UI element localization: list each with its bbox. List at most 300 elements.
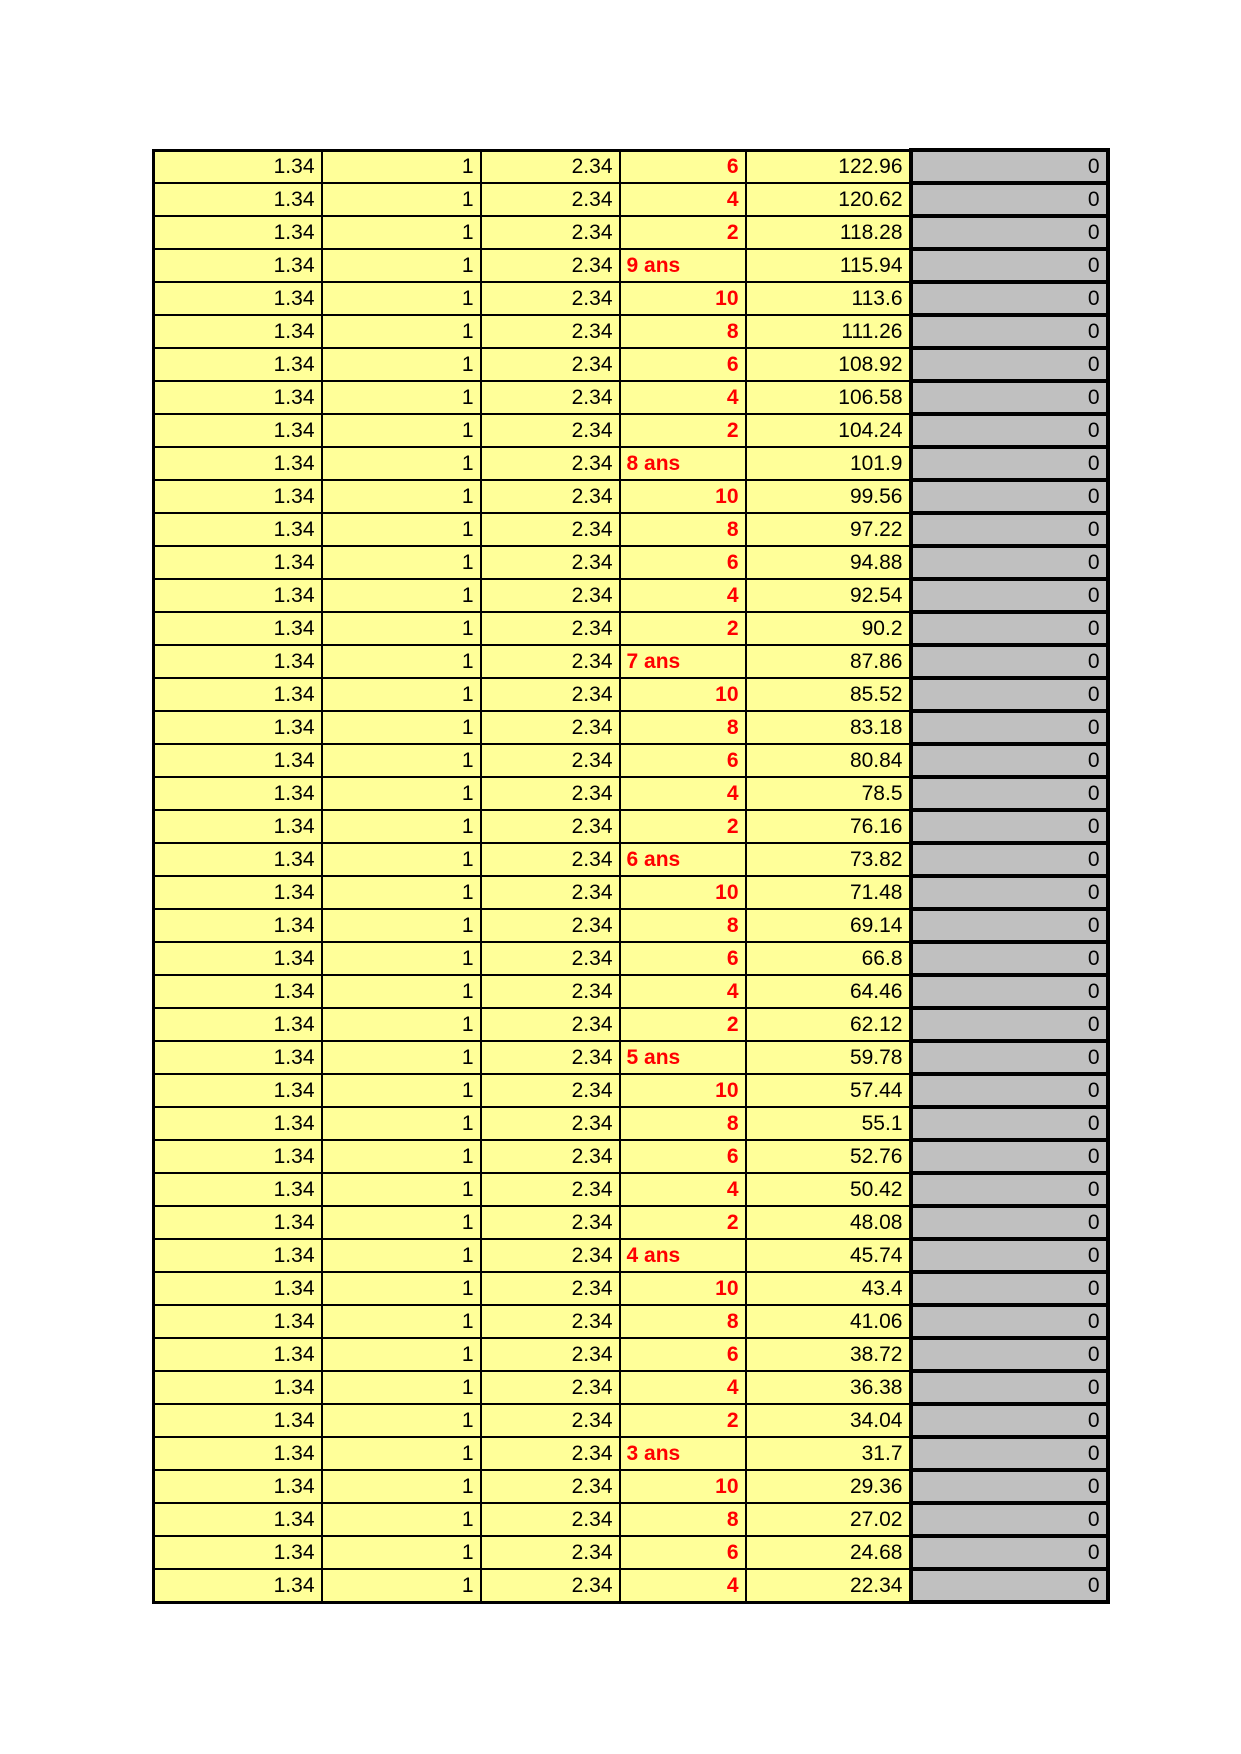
table-cell-c1: 1.34 — [154, 249, 322, 282]
table-cell-c4: 2 — [620, 612, 746, 645]
table-cell-c4: 4 — [620, 1371, 746, 1404]
table-cell-c3: 2.34 — [481, 381, 620, 414]
table-cell-c3: 2.34 — [481, 348, 620, 381]
table-cell-c2: 1 — [322, 1140, 481, 1173]
table-cell-c5: 94.88 — [746, 546, 911, 579]
table-cell-c5: 66.8 — [746, 942, 911, 975]
table-cell-c6: 0 — [911, 579, 1108, 612]
table-cell-c3: 2.34 — [481, 414, 620, 447]
table-cell-c2: 1 — [322, 645, 481, 678]
table-row — [154, 1107, 1108, 1140]
table-cell-c3: 2.34 — [481, 1470, 620, 1503]
table-cell-c4: 8 — [620, 1503, 746, 1536]
table-cell-c3: 2.34 — [481, 909, 620, 942]
table-cell-c2: 1 — [322, 150, 481, 183]
table-row — [154, 1503, 1108, 1536]
table-cell-c1: 1.34 — [154, 513, 322, 546]
table-row — [154, 645, 1108, 678]
table-cell-c4: 10 — [620, 876, 746, 909]
table-row — [154, 1140, 1108, 1173]
table-cell-c2: 1 — [322, 513, 481, 546]
table-cell-c4: 8 — [620, 513, 746, 546]
table-cell-c2: 1 — [322, 876, 481, 909]
table-row — [154, 579, 1108, 612]
table-cell-c4: 4 ans — [620, 1239, 746, 1272]
table-cell-c3: 2.34 — [481, 744, 620, 777]
table-cell-c3: 2.34 — [481, 282, 620, 315]
table-cell-c5: 43.4 — [746, 1272, 911, 1305]
table-row — [154, 843, 1108, 876]
table-cell-c2: 1 — [322, 480, 481, 513]
table-cell-c4: 10 — [620, 480, 746, 513]
table-cell-c4: 7 ans — [620, 645, 746, 678]
table-row — [154, 1173, 1108, 1206]
table-cell-c1: 1.34 — [154, 744, 322, 777]
table-cell-c3: 2.34 — [481, 612, 620, 645]
table-cell-c2: 1 — [322, 1503, 481, 1536]
table-cell-c5: 83.18 — [746, 711, 911, 744]
table-row — [154, 315, 1108, 348]
table-row — [154, 1305, 1108, 1338]
table-cell-c4: 4 — [620, 1173, 746, 1206]
table-cell-c1: 1.34 — [154, 1371, 322, 1404]
table-cell-c6: 0 — [911, 975, 1108, 1008]
table-row — [154, 1206, 1108, 1239]
table-body — [154, 150, 1108, 1602]
table-cell-c5: 41.06 — [746, 1305, 911, 1338]
table-cell-c1: 1.34 — [154, 612, 322, 645]
table-cell-c5: 59.78 — [746, 1041, 911, 1074]
table-cell-c3: 2.34 — [481, 150, 620, 183]
table-cell-c4: 8 — [620, 315, 746, 348]
table-row — [154, 975, 1108, 1008]
table-cell-c5: 48.08 — [746, 1206, 911, 1239]
table-cell-c1: 1.34 — [154, 315, 322, 348]
table-cell-c2: 1 — [322, 1305, 481, 1338]
table-cell-c6: 0 — [911, 183, 1108, 216]
table-cell-c6: 0 — [911, 678, 1108, 711]
table-cell-c1: 1.34 — [154, 810, 322, 843]
table-cell-c2: 1 — [322, 612, 481, 645]
table-cell-c5: 99.56 — [746, 480, 911, 513]
table-cell-c5: 113.6 — [746, 282, 911, 315]
table-cell-c5: 62.12 — [746, 1008, 911, 1041]
table-cell-c4: 6 — [620, 744, 746, 777]
table-cell-c2: 1 — [322, 1569, 481, 1602]
table-cell-c4: 8 — [620, 1305, 746, 1338]
table-cell-c5: 22.34 — [746, 1569, 911, 1602]
table-cell-c6: 0 — [911, 711, 1108, 744]
table-cell-c4: 8 ans — [620, 447, 746, 480]
table-cell-c1: 1.34 — [154, 909, 322, 942]
table-cell-c5: 87.86 — [746, 645, 911, 678]
table-cell-c3: 2.34 — [481, 480, 620, 513]
table-cell-c6: 0 — [911, 1173, 1108, 1206]
table-row — [154, 909, 1108, 942]
table-cell-c5: 57.44 — [746, 1074, 911, 1107]
table-cell-c1: 1.34 — [154, 1239, 322, 1272]
table-cell-c4: 5 ans — [620, 1041, 746, 1074]
table-cell-c4: 8 — [620, 711, 746, 744]
table-cell-c2: 1 — [322, 843, 481, 876]
table-cell-c1: 1.34 — [154, 546, 322, 579]
table-cell-c4: 10 — [620, 1272, 746, 1305]
table-cell-c6: 0 — [911, 1536, 1108, 1569]
table-cell-c3: 2.34 — [481, 1008, 620, 1041]
table-cell-c3: 2.34 — [481, 249, 620, 282]
table-cell-c3: 2.34 — [481, 546, 620, 579]
table-row — [154, 249, 1108, 282]
table-cell-c1: 1.34 — [154, 843, 322, 876]
table-cell-c4: 2 — [620, 216, 746, 249]
table-cell-c2: 1 — [322, 249, 481, 282]
table-row — [154, 216, 1108, 249]
table-cell-c6: 0 — [911, 513, 1108, 546]
table-cell-c4: 2 — [620, 1008, 746, 1041]
table-cell-c4: 9 ans — [620, 249, 746, 282]
table-cell-c5: 92.54 — [746, 579, 911, 612]
table-cell-c6: 0 — [911, 612, 1108, 645]
table-cell-c3: 2.34 — [481, 1536, 620, 1569]
table-cell-c1: 1.34 — [154, 414, 322, 447]
table-row — [154, 282, 1108, 315]
table-cell-c6: 0 — [911, 645, 1108, 678]
table-cell-c4: 10 — [620, 1074, 746, 1107]
table-cell-c4: 6 — [620, 1338, 746, 1371]
table-cell-c1: 1.34 — [154, 711, 322, 744]
table-cell-c4: 4 — [620, 183, 746, 216]
table-cell-c1: 1.34 — [154, 381, 322, 414]
table-cell-c4: 6 — [620, 150, 746, 183]
table-cell-c6: 0 — [911, 876, 1108, 909]
table-row — [154, 1041, 1108, 1074]
table-cell-c5: 38.72 — [746, 1338, 911, 1371]
table-cell-c4: 2 — [620, 1206, 746, 1239]
table-row — [154, 183, 1108, 216]
table-cell-c5: 76.16 — [746, 810, 911, 843]
table-row — [154, 1239, 1108, 1272]
table-cell-c3: 2.34 — [481, 777, 620, 810]
table-cell-c1: 1.34 — [154, 1338, 322, 1371]
table-cell-c1: 1.34 — [154, 1074, 322, 1107]
table-cell-c3: 2.34 — [481, 1206, 620, 1239]
table-cell-c6: 0 — [911, 1470, 1108, 1503]
table-cell-c2: 1 — [322, 1041, 481, 1074]
table-cell-c2: 1 — [322, 711, 481, 744]
table-cell-c1: 1.34 — [154, 777, 322, 810]
table-cell-c2: 1 — [322, 1107, 481, 1140]
table-row — [154, 1569, 1108, 1602]
table-cell-c2: 1 — [322, 1437, 481, 1470]
table-cell-c6: 0 — [911, 546, 1108, 579]
table-cell-c5: 80.84 — [746, 744, 911, 777]
table-cell-c5: 55.1 — [746, 1107, 911, 1140]
table-row — [154, 678, 1108, 711]
table-cell-c3: 2.34 — [481, 216, 620, 249]
table-cell-c2: 1 — [322, 1338, 481, 1371]
table-cell-c2: 1 — [322, 810, 481, 843]
table-cell-c6: 0 — [911, 1338, 1108, 1371]
table-cell-c6: 0 — [911, 1140, 1108, 1173]
table-cell-c2: 1 — [322, 909, 481, 942]
table-cell-c1: 1.34 — [154, 1173, 322, 1206]
table-cell-c1: 1.34 — [154, 1041, 322, 1074]
table-cell-c1: 1.34 — [154, 1305, 322, 1338]
table-cell-c6: 0 — [911, 777, 1108, 810]
table-cell-c5: 78.5 — [746, 777, 911, 810]
table-cell-c6: 0 — [911, 1239, 1108, 1272]
table-cell-c1: 1.34 — [154, 447, 322, 480]
table-cell-c1: 1.34 — [154, 216, 322, 249]
table-cell-c5: 45.74 — [746, 1239, 911, 1272]
table-cell-c3: 2.34 — [481, 1041, 620, 1074]
table-cell-c2: 1 — [322, 579, 481, 612]
table-cell-c2: 1 — [322, 777, 481, 810]
table-cell-c2: 1 — [322, 1074, 481, 1107]
table-cell-c2: 1 — [322, 1536, 481, 1569]
table-cell-c5: 52.76 — [746, 1140, 911, 1173]
table-cell-c3: 2.34 — [481, 645, 620, 678]
table-cell-c2: 1 — [322, 975, 481, 1008]
table-cell-c3: 2.34 — [481, 975, 620, 1008]
table-cell-c6: 0 — [911, 447, 1108, 480]
table-cell-c4: 8 — [620, 909, 746, 942]
table-cell-c1: 1.34 — [154, 942, 322, 975]
table-row — [154, 447, 1108, 480]
table-cell-c5: 120.62 — [746, 183, 911, 216]
table-cell-c4: 10 — [620, 282, 746, 315]
table-cell-c6: 0 — [911, 381, 1108, 414]
table-cell-c3: 2.34 — [481, 1371, 620, 1404]
table-cell-c1: 1.34 — [154, 348, 322, 381]
table-cell-c3: 2.34 — [481, 1074, 620, 1107]
table-cell-c3: 2.34 — [481, 1107, 620, 1140]
table-cell-c4: 6 — [620, 348, 746, 381]
table-cell-c6: 0 — [911, 1107, 1108, 1140]
table-cell-c1: 1.34 — [154, 1008, 322, 1041]
table-cell-c4: 6 — [620, 1140, 746, 1173]
table-cell-c4: 6 — [620, 1536, 746, 1569]
table-cell-c6: 0 — [911, 1041, 1108, 1074]
table-cell-c5: 50.42 — [746, 1173, 911, 1206]
table-cell-c1: 1.34 — [154, 1404, 322, 1437]
table-cell-c5: 122.96 — [746, 150, 911, 183]
table-cell-c2: 1 — [322, 216, 481, 249]
table-cell-c6: 0 — [911, 1272, 1108, 1305]
table-cell-c6: 0 — [911, 1569, 1108, 1602]
table-cell-c4: 6 — [620, 546, 746, 579]
table-row — [154, 1371, 1108, 1404]
table-cell-c5: 29.36 — [746, 1470, 911, 1503]
table-cell-c5: 115.94 — [746, 249, 911, 282]
table-row — [154, 1536, 1108, 1569]
table-cell-c3: 2.34 — [481, 1173, 620, 1206]
table-cell-c5: 27.02 — [746, 1503, 911, 1536]
table-cell-c4: 8 — [620, 1107, 746, 1140]
table-cell-c3: 2.34 — [481, 513, 620, 546]
table-cell-c2: 1 — [322, 546, 481, 579]
table-cell-c3: 2.34 — [481, 1272, 620, 1305]
table-row — [154, 744, 1108, 777]
table-cell-c5: 101.9 — [746, 447, 911, 480]
table-cell-c5: 106.58 — [746, 381, 911, 414]
table-cell-c2: 1 — [322, 348, 481, 381]
table-cell-c2: 1 — [322, 1173, 481, 1206]
table-cell-c5: 71.48 — [746, 876, 911, 909]
table-cell-c2: 1 — [322, 1404, 481, 1437]
table-row — [154, 1437, 1108, 1470]
table-cell-c5: 85.52 — [746, 678, 911, 711]
table-cell-c4: 4 — [620, 777, 746, 810]
table-cell-c2: 1 — [322, 381, 481, 414]
table-cell-c1: 1.34 — [154, 1437, 322, 1470]
table-cell-c6: 0 — [911, 843, 1108, 876]
table-cell-c1: 1.34 — [154, 183, 322, 216]
table-cell-c1: 1.34 — [154, 1107, 322, 1140]
table-row — [154, 1272, 1108, 1305]
table-cell-c4: 4 — [620, 579, 746, 612]
table-cell-c3: 2.34 — [481, 678, 620, 711]
table-cell-c4: 4 — [620, 1569, 746, 1602]
table-cell-c5: 73.82 — [746, 843, 911, 876]
table-row — [154, 1338, 1108, 1371]
table-cell-c2: 1 — [322, 942, 481, 975]
table-cell-c4: 4 — [620, 381, 746, 414]
table-cell-c6: 0 — [911, 480, 1108, 513]
table-row — [154, 942, 1108, 975]
table-cell-c6: 0 — [911, 1206, 1108, 1239]
table-cell-c3: 2.34 — [481, 1437, 620, 1470]
table-cell-c6: 0 — [911, 744, 1108, 777]
table-cell-c6: 0 — [911, 1371, 1108, 1404]
table-row — [154, 1470, 1108, 1503]
table-row — [154, 381, 1108, 414]
table-cell-c6: 0 — [911, 249, 1108, 282]
table-cell-c3: 2.34 — [481, 876, 620, 909]
table-cell-c6: 0 — [911, 1404, 1108, 1437]
table-cell-c5: 36.38 — [746, 1371, 911, 1404]
table-cell-c2: 1 — [322, 1371, 481, 1404]
table-cell-c1: 1.34 — [154, 1536, 322, 1569]
table-cell-c3: 2.34 — [481, 1305, 620, 1338]
table-cell-c4: 6 — [620, 942, 746, 975]
table-cell-c1: 1.34 — [154, 1140, 322, 1173]
table-row — [154, 150, 1108, 183]
table-cell-c2: 1 — [322, 1206, 481, 1239]
table-row — [154, 1404, 1108, 1437]
table-row — [154, 1008, 1108, 1041]
table-cell-c1: 1.34 — [154, 876, 322, 909]
table-cell-c2: 1 — [322, 183, 481, 216]
table-cell-c1: 1.34 — [154, 579, 322, 612]
table-row — [154, 810, 1108, 843]
table-row — [154, 876, 1108, 909]
table-cell-c3: 2.34 — [481, 447, 620, 480]
table-cell-c1: 1.34 — [154, 1470, 322, 1503]
table-cell-c5: 97.22 — [746, 513, 911, 546]
table-cell-c4: 10 — [620, 678, 746, 711]
table-cell-c2: 1 — [322, 1008, 481, 1041]
table-cell-c6: 0 — [911, 216, 1108, 249]
table-row — [154, 513, 1108, 546]
table-cell-c5: 34.04 — [746, 1404, 911, 1437]
table-cell-c4: 6 ans — [620, 843, 746, 876]
table-cell-c3: 2.34 — [481, 183, 620, 216]
table-cell-c3: 2.34 — [481, 843, 620, 876]
table-cell-c1: 1.34 — [154, 1272, 322, 1305]
table-cell-c5: 90.2 — [746, 612, 911, 645]
table-cell-c3: 2.34 — [481, 315, 620, 348]
table-cell-c5: 24.68 — [746, 1536, 911, 1569]
table-cell-c3: 2.34 — [481, 1239, 620, 1272]
table-row — [154, 546, 1108, 579]
table-cell-c5: 111.26 — [746, 315, 911, 348]
table-cell-c3: 2.34 — [481, 942, 620, 975]
table-cell-c3: 2.34 — [481, 1404, 620, 1437]
table-cell-c3: 2.34 — [481, 711, 620, 744]
table-cell-c4: 3 ans — [620, 1437, 746, 1470]
table-row — [154, 348, 1108, 381]
table-cell-c5: 104.24 — [746, 414, 911, 447]
table-cell-c5: 108.92 — [746, 348, 911, 381]
table-cell-c2: 1 — [322, 414, 481, 447]
table-cell-c3: 2.34 — [481, 579, 620, 612]
table-cell-c1: 1.34 — [154, 1503, 322, 1536]
table-cell-c2: 1 — [322, 1239, 481, 1272]
table-row — [154, 414, 1108, 447]
table-cell-c2: 1 — [322, 744, 481, 777]
table-cell-c4: 10 — [620, 1470, 746, 1503]
table-cell-c1: 1.34 — [154, 480, 322, 513]
table-cell-c2: 1 — [322, 447, 481, 480]
table-cell-c2: 1 — [322, 1470, 481, 1503]
table-cell-c4: 2 — [620, 414, 746, 447]
table-cell-c1: 1.34 — [154, 1569, 322, 1602]
table-cell-c6: 0 — [911, 1008, 1108, 1041]
table-row — [154, 480, 1108, 513]
table-cell-c2: 1 — [322, 1272, 481, 1305]
table-cell-c5: 69.14 — [746, 909, 911, 942]
table-cell-c6: 0 — [911, 1437, 1108, 1470]
table-cell-c1: 1.34 — [154, 975, 322, 1008]
table-cell-c6: 0 — [911, 1074, 1108, 1107]
table-cell-c1: 1.34 — [154, 645, 322, 678]
table-cell-c3: 2.34 — [481, 810, 620, 843]
table-cell-c6: 0 — [911, 282, 1108, 315]
table-cell-c1: 1.34 — [154, 282, 322, 315]
table-cell-c4: 4 — [620, 975, 746, 1008]
table-cell-c6: 0 — [911, 909, 1108, 942]
table-row — [154, 1074, 1108, 1107]
table-cell-c2: 1 — [322, 315, 481, 348]
table-cell-c6: 0 — [911, 414, 1108, 447]
table-cell-c5: 31.7 — [746, 1437, 911, 1470]
table-cell-c6: 0 — [911, 1503, 1108, 1536]
table-cell-c3: 2.34 — [481, 1569, 620, 1602]
table-cell-c5: 64.46 — [746, 975, 911, 1008]
table-cell-c6: 0 — [911, 942, 1108, 975]
table-cell-c4: 2 — [620, 810, 746, 843]
table-cell-c3: 2.34 — [481, 1140, 620, 1173]
table-cell-c6: 0 — [911, 150, 1108, 183]
table-cell-c3: 2.34 — [481, 1503, 620, 1536]
table-row — [154, 612, 1108, 645]
table-cell-c6: 0 — [911, 315, 1108, 348]
table-cell-c1: 1.34 — [154, 1206, 322, 1239]
table-cell-c3: 2.34 — [481, 1338, 620, 1371]
table-cell-c5: 118.28 — [746, 216, 911, 249]
table-cell-c4: 2 — [620, 1404, 746, 1437]
